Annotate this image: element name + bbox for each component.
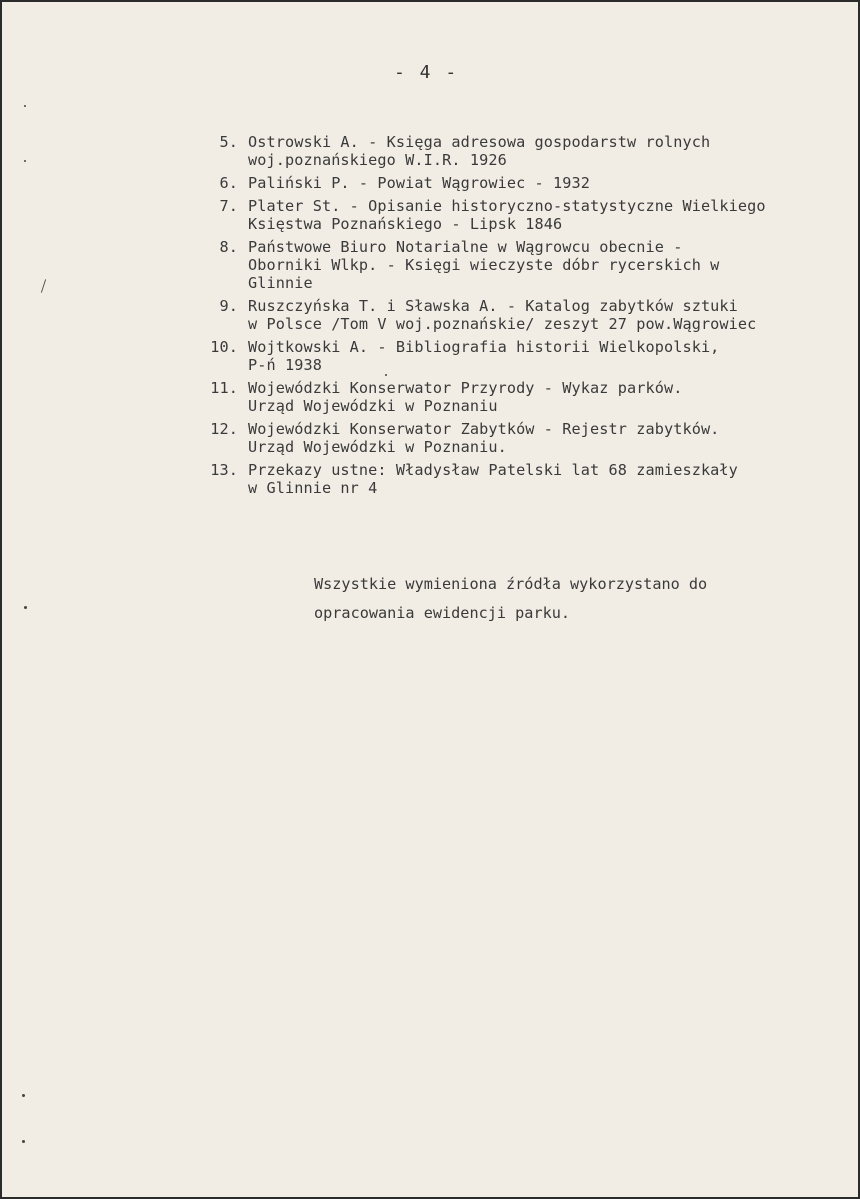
reference-number: 13. bbox=[210, 461, 238, 479]
page-number: - 4 - bbox=[394, 62, 459, 83]
reference-number: 8. bbox=[219, 238, 238, 256]
reference-text: Urząd Wojewódzki w Poznaniu bbox=[248, 397, 498, 415]
scan-speck bbox=[24, 160, 26, 162]
reference-text: Przekazy ustne: Władysław Patelski lat 68 zamieszkały bbox=[248, 461, 738, 479]
reference-text: P-ń 1938 bbox=[248, 356, 322, 374]
scan-speck bbox=[22, 1140, 25, 1143]
reference-number: 5. bbox=[219, 133, 238, 151]
reference-text: Urząd Wojewódzki w Poznaniu. bbox=[248, 438, 507, 456]
list-item bbox=[198, 297, 848, 333]
reference-number: 9. bbox=[219, 297, 238, 315]
reference-text: w Glinnie nr 4 bbox=[248, 479, 378, 497]
reference-text: Plater St. - Opisanie historyczno-statystyczne Wielkiego bbox=[248, 197, 766, 215]
reference-text: Paliński P. - Powiat Wągrowiec - 1932 bbox=[248, 174, 591, 192]
reference-text: Wojewódzki Konserwator Zabytków - Rejestr zabytków. bbox=[248, 420, 720, 438]
reference-text: woj.poznańskiego W.I.R. 1926 bbox=[248, 151, 507, 169]
reference-text: Wojtkowski A. - Bibliografia historii Wielkopolski, bbox=[248, 338, 720, 356]
reference-text: Księstwa Poznańskiego - Lipsk 1846 bbox=[248, 215, 563, 233]
list-item bbox=[198, 197, 848, 233]
margin-mark bbox=[41, 279, 46, 293]
reference-number: 12. bbox=[210, 420, 238, 438]
reference-text: Wojewódzki Konserwator Przyrody - Wykaz parków. bbox=[248, 379, 683, 397]
list-item bbox=[198, 379, 848, 415]
list-item bbox=[198, 133, 848, 169]
list-item bbox=[198, 338, 848, 374]
closing-note bbox=[314, 570, 707, 628]
reference-text: w Polsce /Tom V woj.poznańskie/ zeszyt 27 pow.Wągrowiec bbox=[248, 315, 757, 333]
reference-number: 7. bbox=[219, 197, 238, 215]
scan-speck bbox=[24, 105, 26, 107]
scan-speck bbox=[22, 1094, 25, 1097]
list-item bbox=[198, 420, 848, 456]
reference-number: 10. bbox=[210, 338, 238, 356]
reference-text: Oborniki Wlkp. - Księgi wieczyste dóbr rycerskich w bbox=[248, 256, 720, 274]
scan-speck bbox=[385, 374, 387, 376]
list-item bbox=[198, 461, 848, 497]
closing-note-line: Wszystkie wymieniona źródła wykorzystano do bbox=[314, 575, 708, 593]
reference-text: Ruszczyńska T. i Sławska A. - Katalog zabytków sztuki bbox=[248, 297, 738, 315]
reference-text: Państwowe Biuro Notarialne w Wągrowcu obecnie - bbox=[248, 238, 683, 256]
scan-speck bbox=[24, 606, 27, 609]
reference-text: Ostrowski A. - Księga adresowa gospodarstw rolnych bbox=[248, 133, 711, 151]
list-item bbox=[198, 238, 848, 292]
reference-number: 11. bbox=[210, 379, 238, 397]
reference-number: 6. bbox=[219, 174, 238, 192]
list-item bbox=[198, 174, 848, 192]
closing-note-line: opracowania ewidencji parku. bbox=[314, 604, 571, 622]
reference-list bbox=[198, 133, 848, 502]
reference-text: Glinnie bbox=[248, 274, 313, 292]
